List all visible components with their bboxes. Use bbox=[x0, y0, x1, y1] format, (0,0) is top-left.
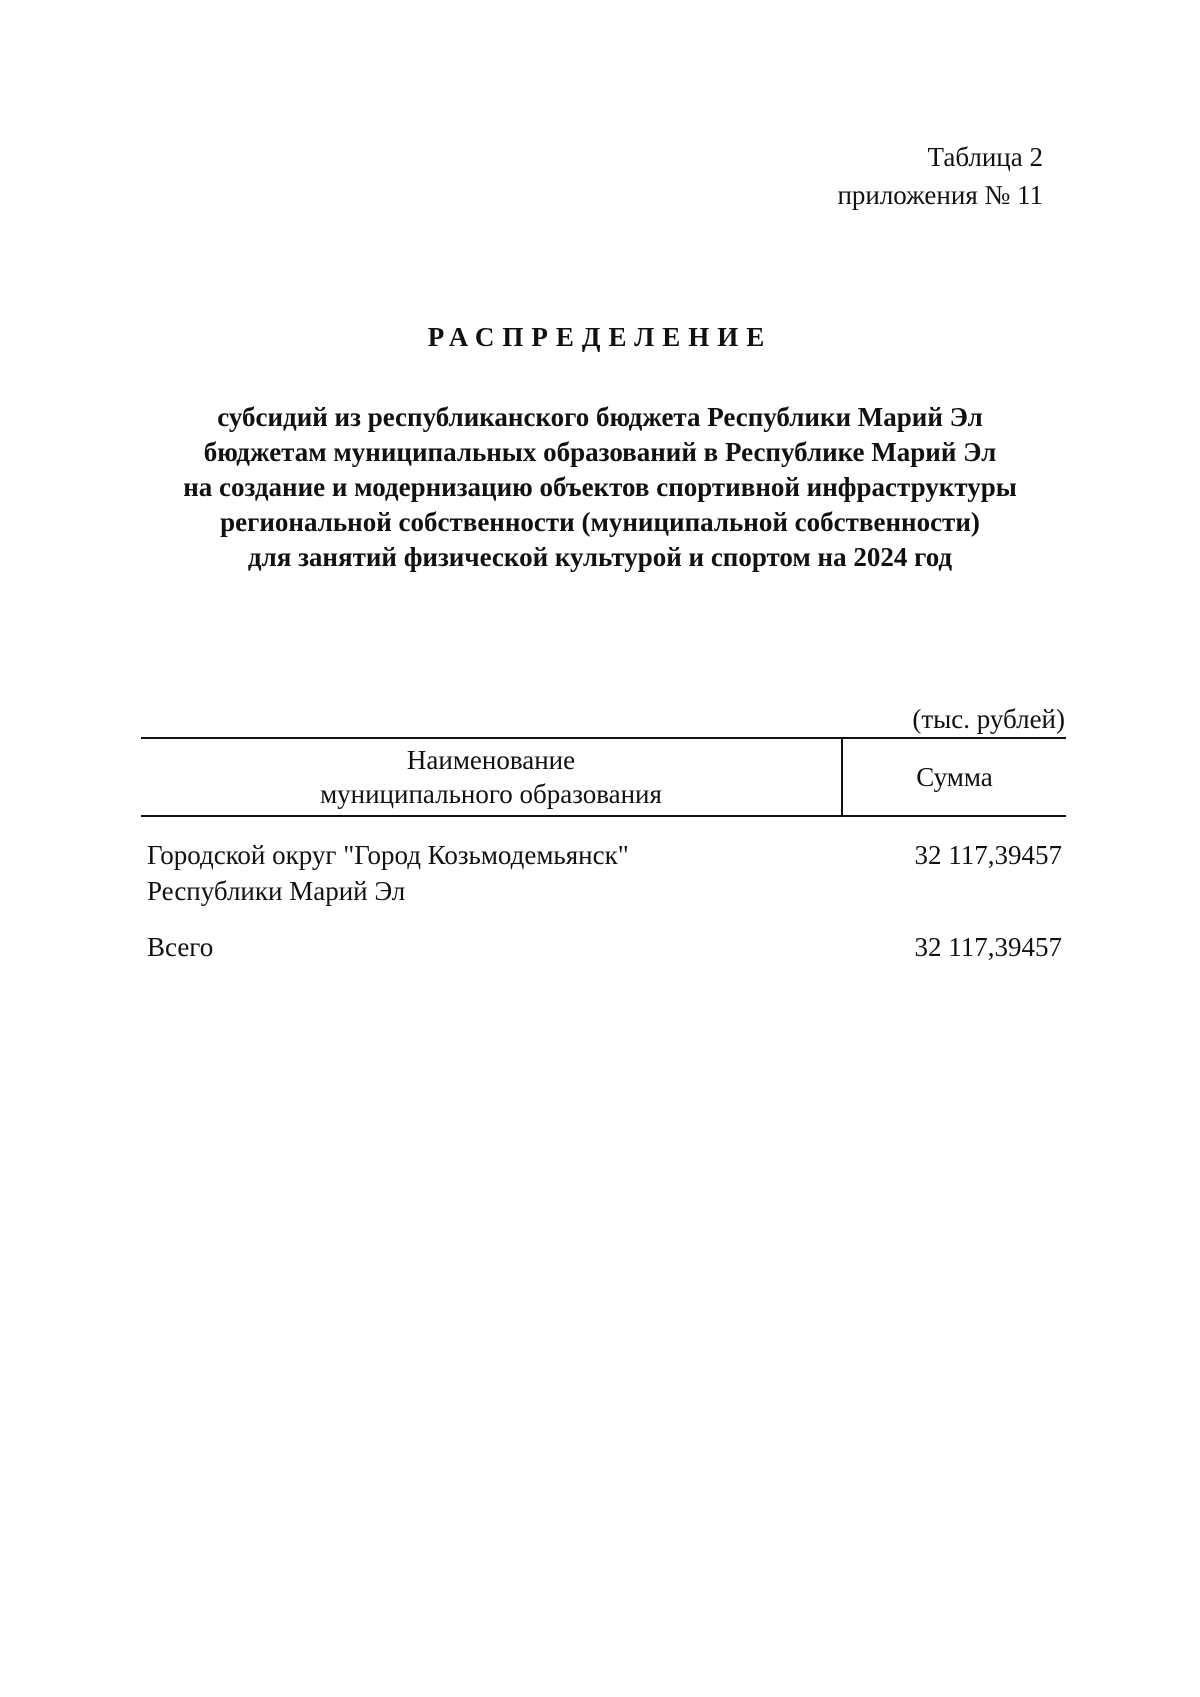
distribution-table bbox=[141, 737, 1066, 965]
column-header-name bbox=[141, 738, 842, 816]
table-row bbox=[141, 816, 1066, 909]
subtitle-line: бюджетам муниципальных образований в Республике Марий Эл bbox=[203, 437, 997, 467]
document-title: РАСПРЕДЕЛЕНИЕ bbox=[427, 322, 773, 352]
table-header-row bbox=[141, 738, 1066, 816]
subtitle-line: на создание и модернизацию объектов спортивной инфраструктуры bbox=[183, 472, 1017, 502]
table-number-label: Таблица 2 bbox=[927, 142, 1043, 172]
subtitle-line: для занятий физической культурой и спортом на 2024 год bbox=[247, 542, 953, 572]
distribution-table-container bbox=[141, 737, 1066, 965]
units-label: (тыс. рублей) bbox=[912, 704, 1065, 734]
total-label-cell: Всего bbox=[147, 932, 214, 962]
subtitle-line: региональной собственности (муниципальной собственности) bbox=[220, 507, 980, 537]
municipality-name-line1: Городской округ "Город Козьмодемьянск" bbox=[147, 840, 629, 870]
column-header-sum: Сумма bbox=[842, 738, 1066, 816]
appendix-reference bbox=[837, 138, 1043, 214]
municipality-name-cell bbox=[141, 816, 842, 909]
subtitle-line: субсидий из республиканского бюджета Республики Марий Эл bbox=[217, 402, 983, 432]
document-subtitle bbox=[100, 400, 1100, 575]
total-amount-cell: 32 117,39457 bbox=[914, 932, 1062, 962]
amount-cell: 32 117,39457 bbox=[914, 840, 1062, 870]
appendix-number-label: приложения № 11 bbox=[837, 180, 1043, 210]
column-header-name-line2: муниципального образования bbox=[320, 779, 662, 809]
total-row bbox=[141, 909, 1066, 965]
column-header-name-line1: Наименование bbox=[406, 745, 576, 775]
municipality-name-line2: Республики Марий Эл bbox=[147, 876, 406, 906]
